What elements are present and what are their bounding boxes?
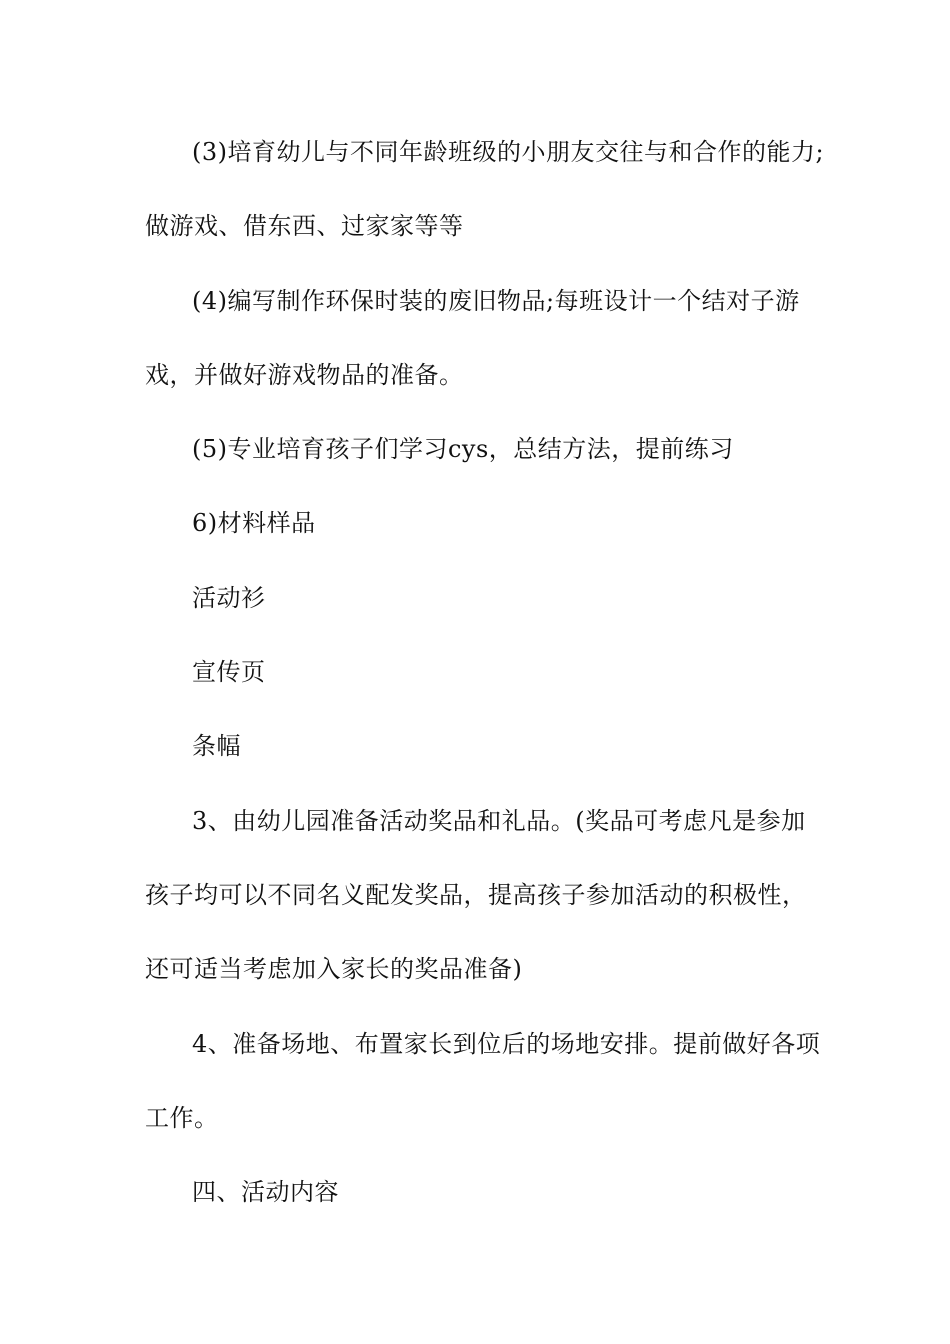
- text-line-9: 条幅: [192, 732, 241, 760]
- text-line-14: 工作。: [145, 1104, 219, 1132]
- text-line-2: 做游戏、借东西、过家家等等: [145, 212, 464, 240]
- text-line-7: 活动衫: [192, 584, 266, 612]
- text-line-13: 4、准备场地、布置家长到位后的场地安排。提前做好各项: [192, 1030, 821, 1058]
- text-line-12: 还可适当考虑加入家长的奖品准备): [145, 955, 523, 983]
- text-line-5: (5)专业培育孩子们学习cys，总结方法，提前练习: [192, 435, 734, 463]
- text-line-10: 3、由幼儿园准备活动奖品和礼品。(奖品可考虑凡是参加: [192, 807, 806, 835]
- text-line-11: 孩子均可以不同名义配发奖品，提高孩子参加活动的积极性，: [145, 881, 807, 909]
- text-line-1: (3)培育幼儿与不同年龄班级的小朋友交往与和合作的能力;: [192, 138, 825, 166]
- text-line-8: 宣传页: [192, 658, 266, 686]
- text-line-3: (4)编写制作环保时装的废旧物品;每班设计一个结对子游: [192, 287, 800, 315]
- text-line-6: 6)材料样品: [192, 509, 316, 537]
- section-heading: 四、活动内容: [192, 1178, 339, 1206]
- text-line-4: 戏，并做好游戏物品的准备。: [145, 361, 464, 389]
